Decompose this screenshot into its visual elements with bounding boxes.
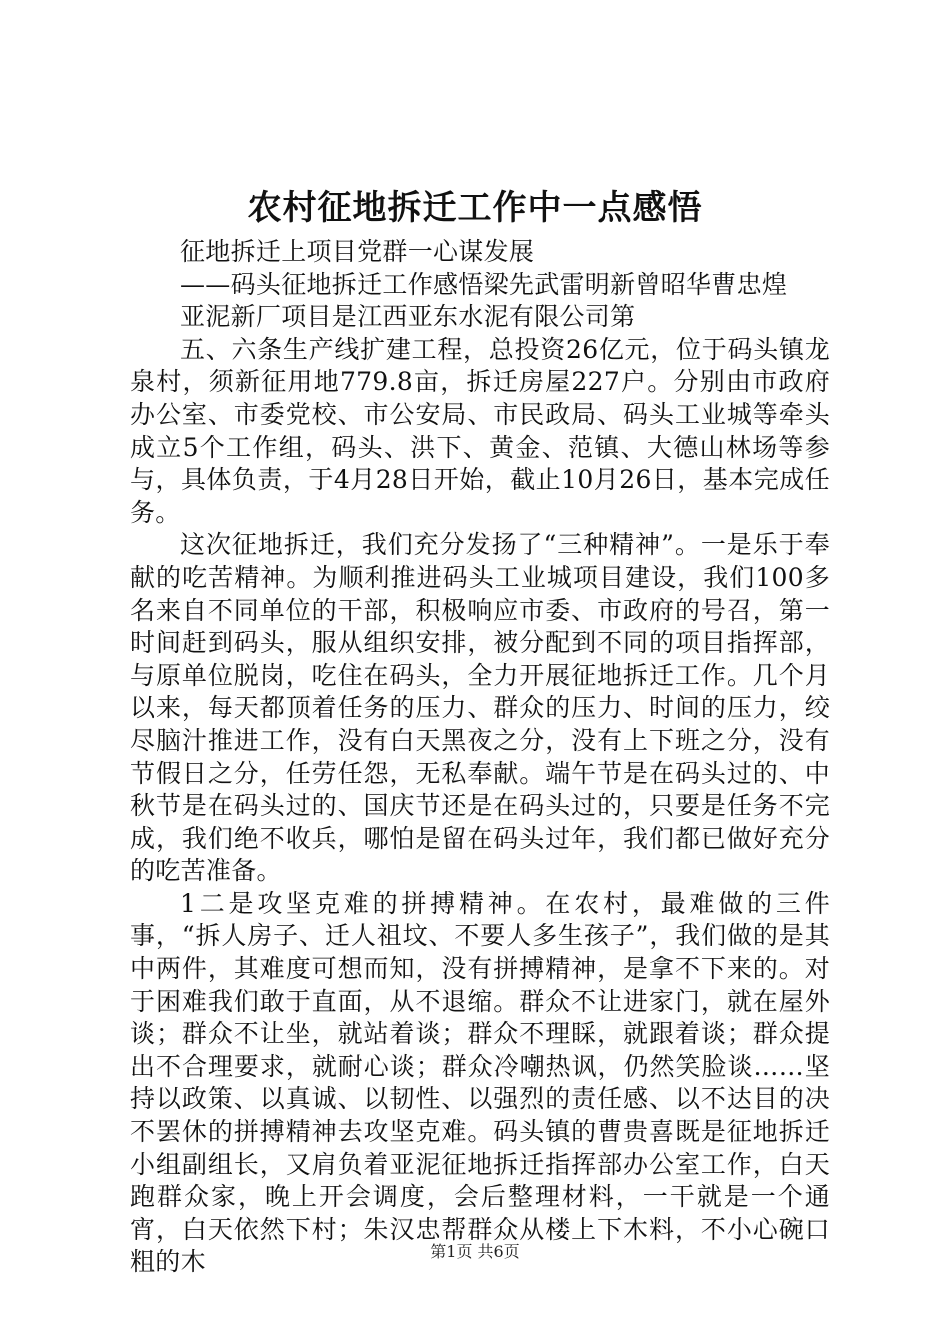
subtitle-line: 征地拆迁上项目党群一心谋发展 [180,237,535,266]
document-body [130,236,830,1279]
page-footer: 第1页 共6页 [430,1242,520,1261]
body-paragraph: 这次征地拆迁，我们充分发扬了“三种精神”。一是乐于奉献的吃苦精神。为顺利推进码头工业城项目建设，我们100多名来自不同单位的干部，积极响应市委、市政府的号召，第一时间赶到码头，服从组织安排，被分配到不同的项目指挥部，与原单位脱岗，吃住在码头，全力开展征地拆迁工作。几个月以来，每天都顶着任务的压力、群众的压力、时间的压力，绞尽脑汁推进工作，没有白天黑夜之分，没有上下班之分，没有节假日之分，任劳任怨，无私奉献。端午节是在码头过的、中秋节是在码头过的、国庆节还是在码头过的，只要是任务不完成，我们绝不收兵，哪怕是留在码头过年，我们都已做好充分的吃苦准备。 [130,530,830,886]
body-paragraph: 1二是攻坚克难的拼搏精神。在农村，最难做的三件事，“拆人房子、迁人祖坟、不要人多生孩子”，我们做的是其中两件，其难度可想而知，没有拼搏精神，是拿不下来的。对于困难我们敢于直面，从不退缩。群众不让进家门，就在屋外谈；群众不让坐，就站着谈；群众不理睬，就跟着谈；群众提出不合理要求，就耐心谈；群众冷嘲热讽，仍然笑脸谈……坚持以政策、以真诚、以韧性、以强烈的责任感、以不达目的决不罢休的拼搏精神去攻坚克难。码头镇的曹贵喜既是征地拆迁小组副组长，又肩负着亚泥征地拆迁指挥部办公室工作，白天跑群众家，晚上开会调度，会后整理材料，一干就是一个通宵，白天依然下村；朱汉忠帮群众从楼上下木料，不小心碗口粗的木 [130,888,830,1277]
body-paragraph: 亚泥新厂项目是江西亚东水泥有限公司第 [180,302,636,332]
document-title: 农村征地拆迁工作中一点感悟 [247,188,703,228]
byline-line: ——码头征地拆迁工作感悟梁先武雷明新曾昭华曹忠煌 [180,269,788,299]
body-paragraph: 五、六条生产线扩建工程，总投资26亿元，位于码头镇龙泉村，须新征用地779.8亩，拆迁房屋227户。分别由市政府办公室、市委党校、市公安局、市民政局、码头工业城等牵头成立5个工作组，码头、洪下、黄金、范镇、大德山林场等参与，具体负责，于4月28日开始，截止10月26日，基本完成任务。 [130,334,830,527]
